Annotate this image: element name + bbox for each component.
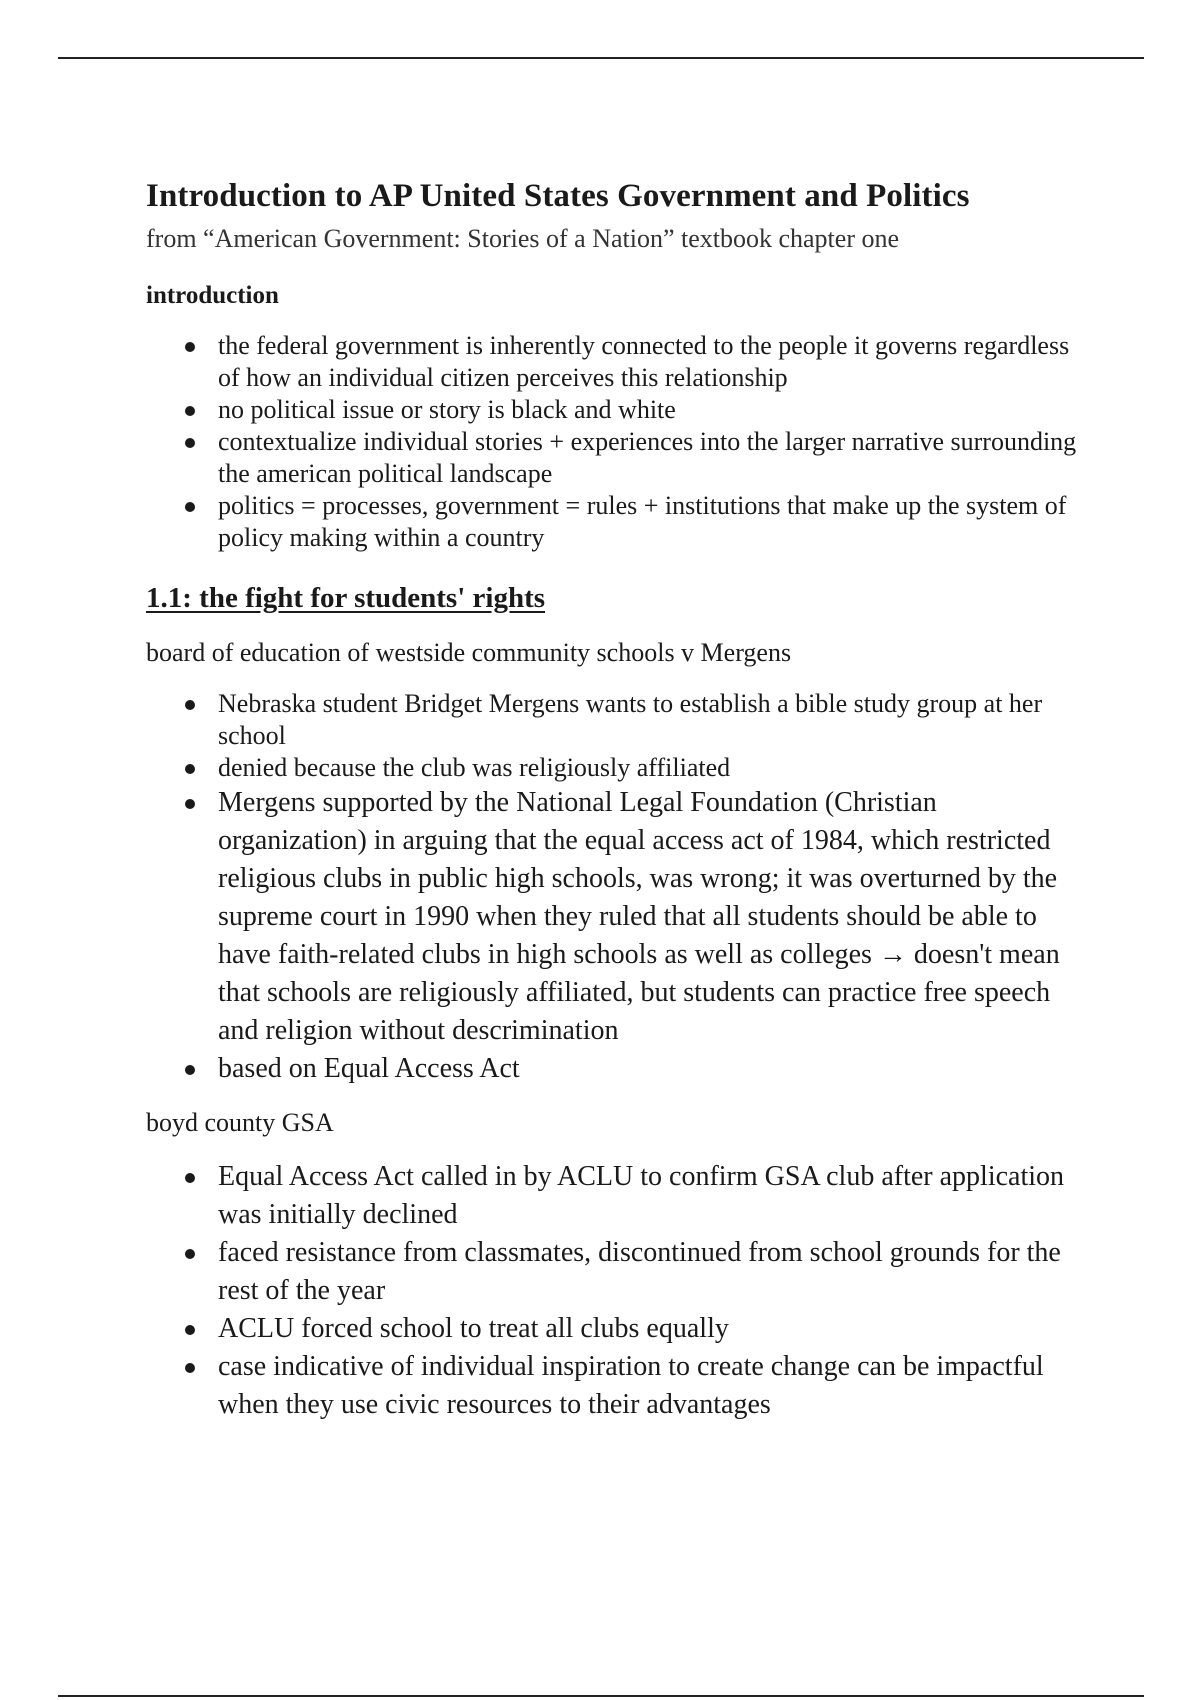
list-item: the federal government is inherently connected to the people it governs regardless of how an individual citizen perceives this relationship	[218, 330, 1086, 394]
bottom-divider	[58, 1695, 1144, 1697]
list-item: case indicative of individual inspiration to create change can be impactful when they use civic resources to their advantages	[218, 1348, 1086, 1424]
case-mergens-bullet-list	[146, 688, 1086, 1088]
section-1-1-heading: 1.1: the fight for students' rights	[146, 582, 546, 614]
list-item: ACLU forced school to treat all clubs equally	[218, 1310, 1086, 1348]
list-item: based on Equal Access Act	[218, 1050, 1086, 1088]
top-divider	[58, 57, 1144, 59]
document-title: Introduction to AP United States Government and Politics	[146, 178, 970, 214]
list-item: no political issue or story is black and white	[218, 394, 1086, 426]
document-page	[146, 174, 1086, 1424]
list-item: Equal Access Act called in by ACLU to confirm GSA club after application was initially declined	[218, 1158, 1086, 1234]
intro-heading: introduction	[146, 282, 279, 309]
case-boyd-title: boyd county GSA	[146, 1108, 334, 1137]
document-subtitle: from “American Government: Stories of a Nation” textbook chapter one	[146, 224, 900, 253]
case-boyd-bullet-list	[146, 1158, 1086, 1424]
list-item: Nebraska student Bridget Mergens wants to establish a bible study group at her school	[218, 688, 1086, 752]
list-item: denied because the club was religiously affiliated	[218, 752, 1086, 784]
list-item: Mergens supported by the National Legal Foundation (Christian organization) in arguing that the equal access act of 1984, which restricted religious clubs in public high schools, was wrong; it was overturned by the supreme court in 1990 when they ruled that all students should be able to have faith-related clubs in high schools as well as colleges → doesn't mean that schools are religiously affiliated, but students can practice free speech and religion without descrimination	[218, 784, 1086, 1050]
case-mergens-title: board of education of westside community schools v Mergens	[146, 638, 792, 667]
list-item: contextualize individual stories + experiences into the larger narrative surrounding the american political landscape	[218, 426, 1086, 490]
list-item: politics = processes, government = rules + institutions that make up the system of policy making within a country	[218, 490, 1086, 554]
list-item: faced resistance from classmates, discontinued from school grounds for the rest of the year	[218, 1234, 1086, 1310]
intro-bullet-list	[146, 330, 1086, 554]
